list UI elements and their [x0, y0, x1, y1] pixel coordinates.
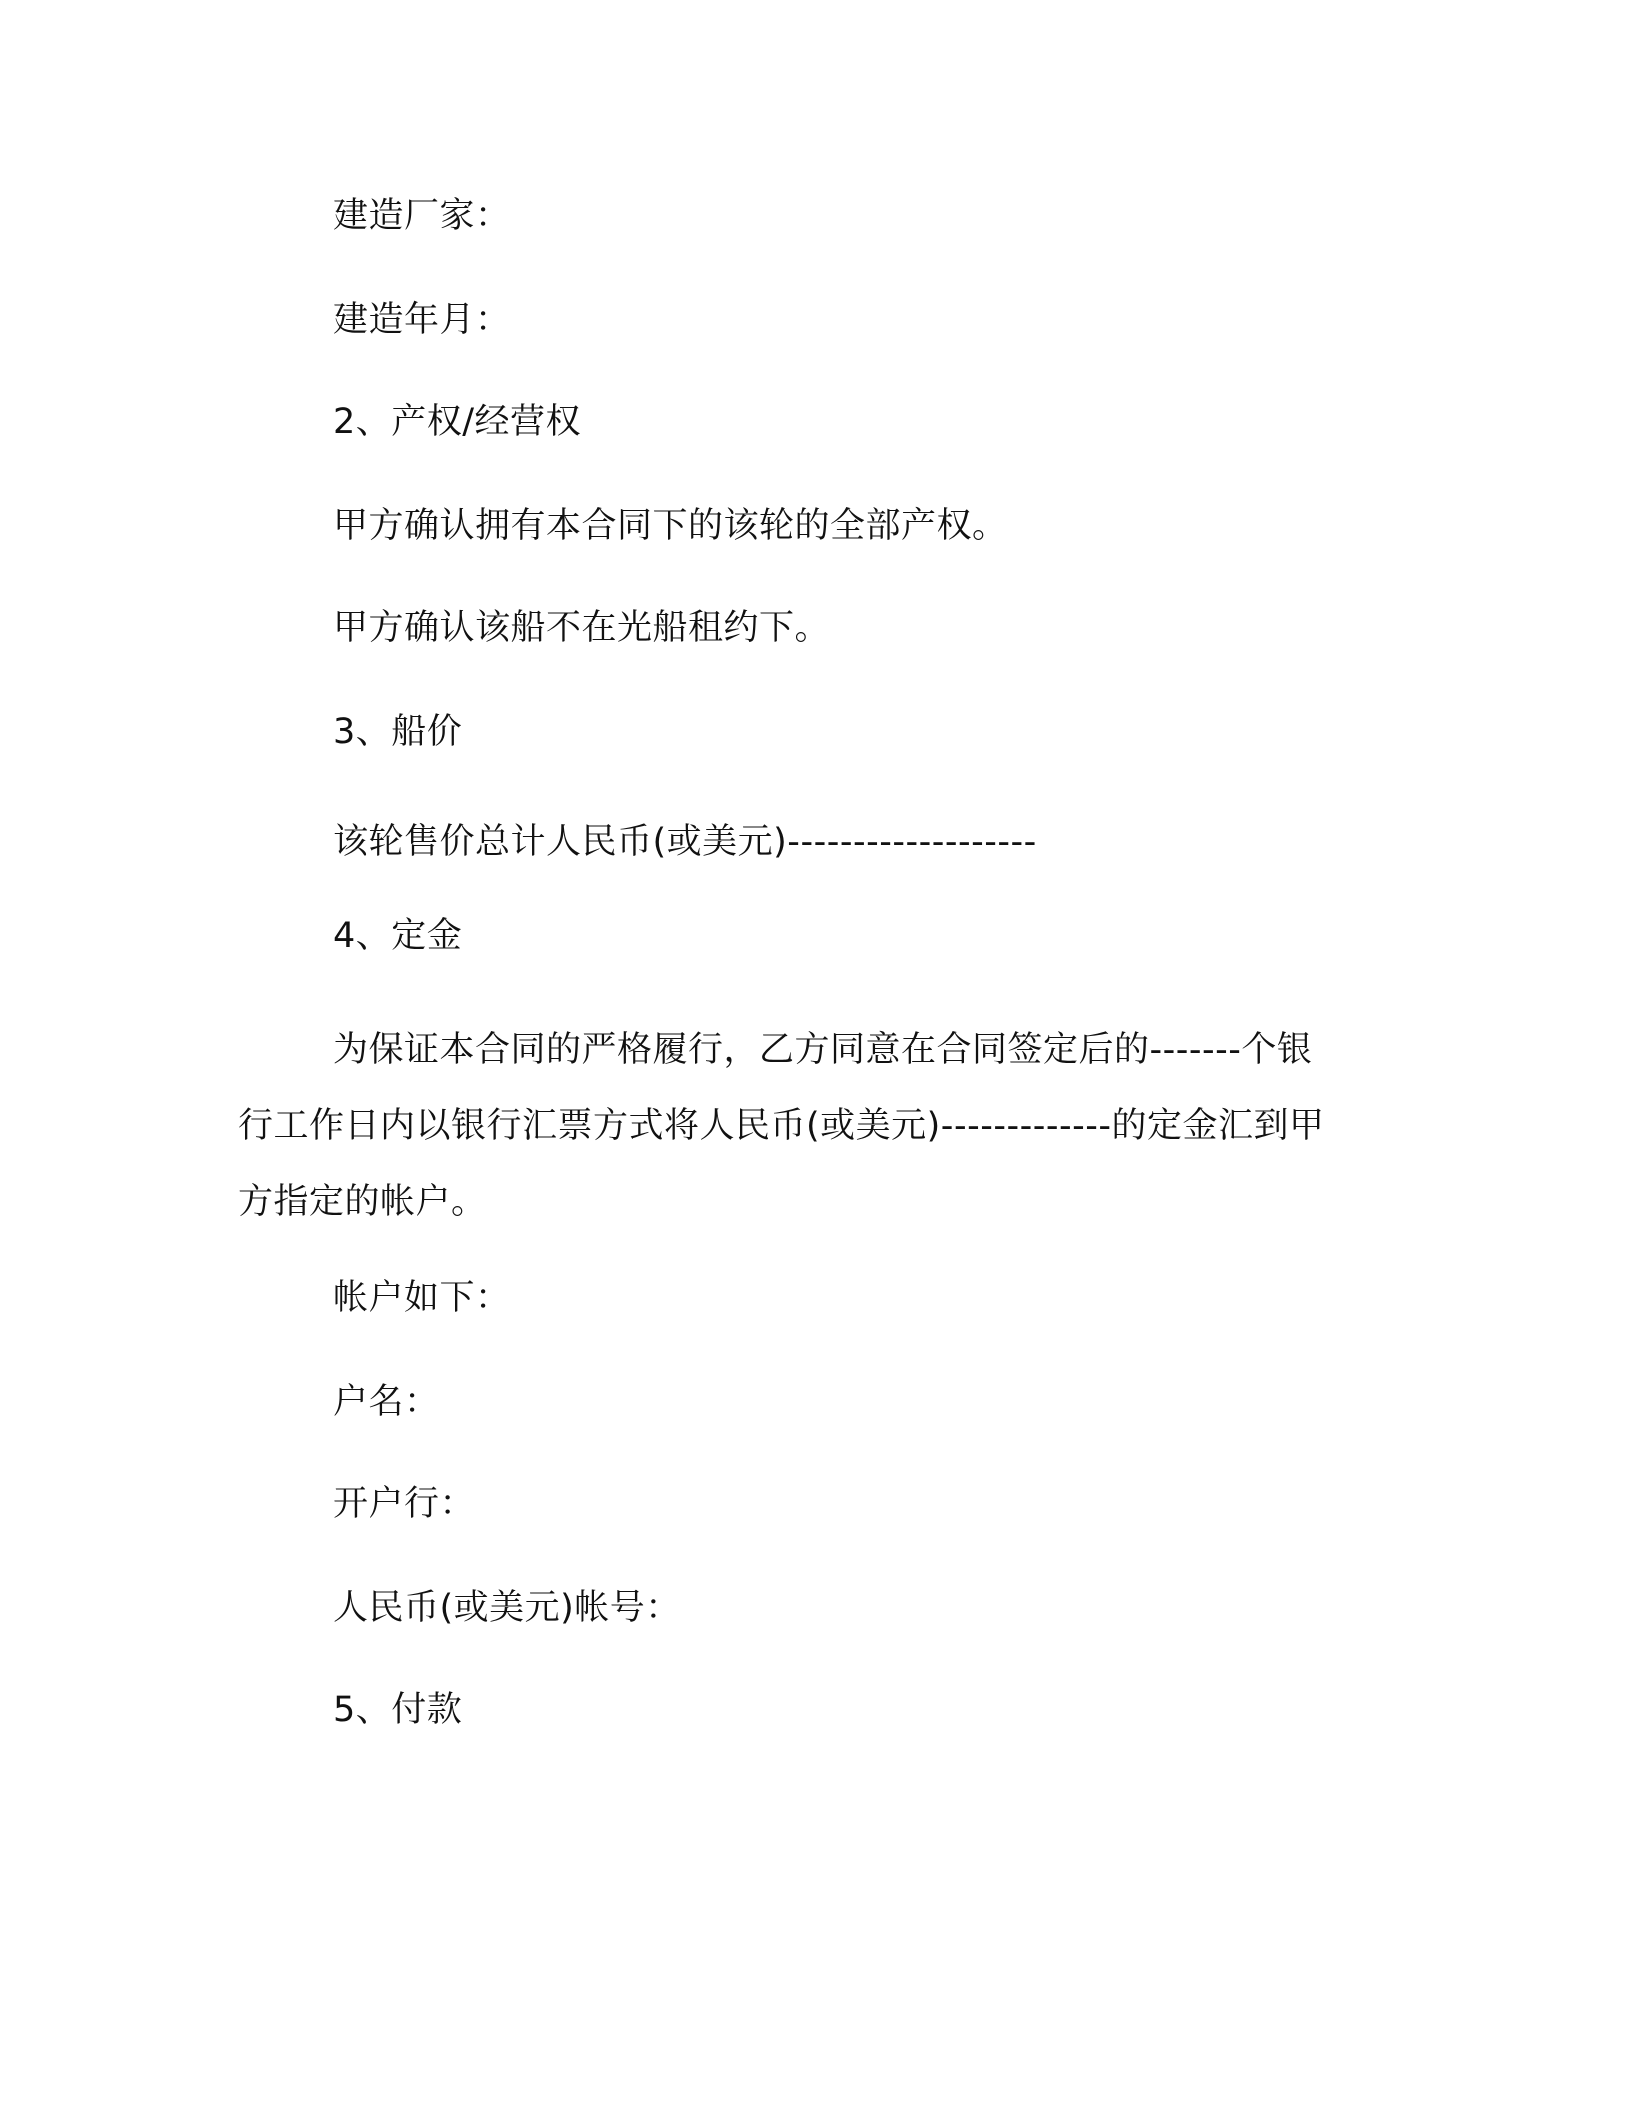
price-statement: 该轮售价总计人民币(或美元)------------------- [333, 822, 1037, 862]
bank-field: 开户行： [333, 1484, 476, 1524]
deposit-line-3: 方指定的帐户。 [238, 1182, 487, 1222]
builder-field: 建造厂家： [333, 196, 511, 236]
section-heading-deposit: 4、定金 [333, 916, 463, 956]
deposit-paragraph [238, 1012, 1368, 1240]
deposit-line-2: 行工作日内以银行汇票方式将人民币(或美元)-------------的定金汇到甲 [238, 1106, 1325, 1146]
deposit-line-1: 为保证本合同的严格履行，乙方同意在合同签定后的-------个银 [333, 1030, 1313, 1070]
section-heading-payment: 5、付款 [333, 1690, 463, 1730]
ownership-statement: 甲方确认拥有本合同下的该轮的全部产权。 [333, 506, 1008, 546]
section-heading-ownership: 2、产权/经营权 [333, 402, 582, 442]
section-heading-price: 3、船价 [333, 712, 463, 752]
account-name-field: 户名： [333, 1382, 440, 1422]
account-number-field: 人民币(或美元)帐号： [333, 1588, 681, 1628]
bareboat-statement: 甲方确认该船不在光船租约下。 [333, 608, 831, 648]
build-date-field: 建造年月： [333, 300, 511, 340]
account-heading: 帐户如下： [333, 1278, 511, 1318]
